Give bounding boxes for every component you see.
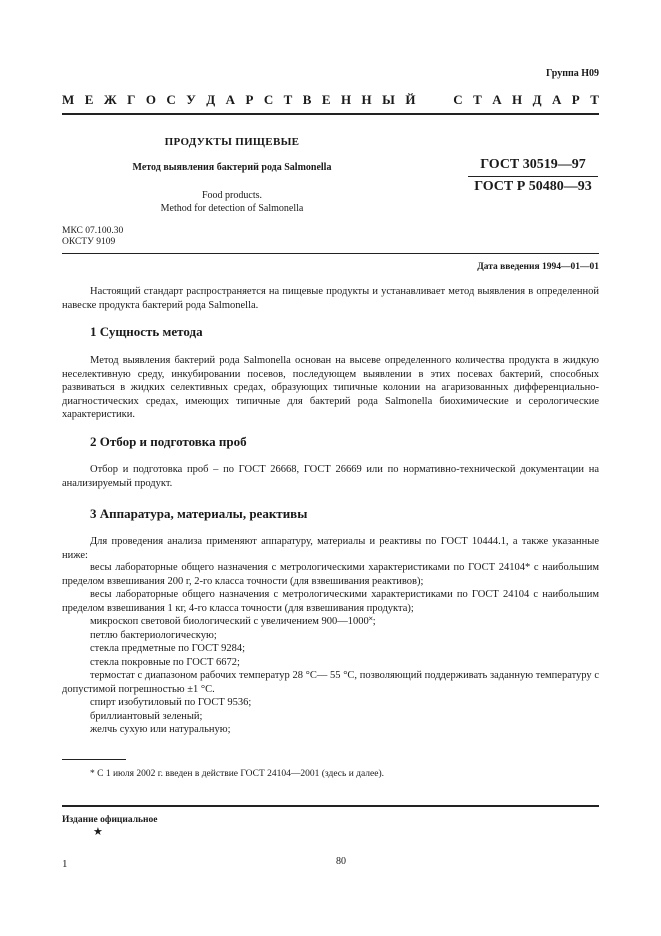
english-title xyxy=(62,189,402,215)
page-number-center: 80 xyxy=(336,856,346,867)
banner-letter: Е xyxy=(84,92,94,107)
banner-letter: В xyxy=(302,92,312,107)
page-number-left: 1 xyxy=(62,858,68,870)
edition-rule xyxy=(62,805,599,807)
section-2-heading: 2 Отбор и подготовка проб xyxy=(90,434,247,449)
list-item: бриллиантовый зеленый; xyxy=(90,710,203,722)
banner-letter: Ы xyxy=(382,92,395,107)
english-title-line-1: Food products. xyxy=(202,190,262,201)
mks-code: МКС 07.100.30 xyxy=(62,226,124,236)
document-subtitle: Метод выявления бактерий рода Salmonella xyxy=(132,162,332,173)
date-rule xyxy=(62,253,599,254)
banner-letter: О xyxy=(145,92,156,107)
footnote-rule xyxy=(62,759,126,760)
header-rule xyxy=(62,113,599,115)
banner-letter xyxy=(426,92,429,108)
banner-letter: С xyxy=(453,92,463,107)
intro-paragraph: Настоящий стандарт распространяется на пищевые продукты и устанавливает метод выявления в определенной навеске продукта бактерий рода Salmonella. xyxy=(62,286,599,311)
banner-letter: У xyxy=(186,92,196,107)
banner-letter: С xyxy=(166,92,176,107)
banner-letter: Т xyxy=(590,92,599,107)
banner-letter: Д xyxy=(532,92,542,107)
english-title-line-2: Method for detection of Salmonella xyxy=(160,203,304,214)
section-2-text: Отбор и подготовка проб – по ГОСТ 26668, ГОСТ 26669 или по нормативно-технической документации на анализируемый продукт. xyxy=(62,464,599,489)
list-item: весы лабораторные общего назначения с метрологическими характеристиками по ГОСТ 24104* с наибольшим пределом взвешивания 200 г, 2-го класса точности (для взвешивания реактивов); xyxy=(62,562,599,587)
okstu-code: ОКСТУ 9109 xyxy=(62,237,116,247)
standard-banner xyxy=(62,92,599,108)
banner-letter: М xyxy=(62,92,75,107)
footnote: * С 1 июля 2002 г. введен в действие ГОСТ 24104—2001 (здесь и далее). xyxy=(90,769,385,779)
banner-letter xyxy=(440,92,443,108)
classification-codes xyxy=(62,226,123,248)
list-item: термостат с диапазоном рабочих температур 28 °С— 55 °С, позволяющий поддерживать заданную температуру с допустимой погрешностью ±1 °С. xyxy=(62,670,599,695)
banner-letter: С xyxy=(263,92,274,107)
list-item: микроскоп световой биологический с увеличением 900—1000˟; xyxy=(90,616,376,627)
banner-letter: Г xyxy=(127,92,136,107)
materials-list xyxy=(62,561,599,737)
banner-letter: А xyxy=(225,92,235,107)
gost-number-1: ГОСТ 30519—97 xyxy=(480,157,586,172)
gost-divider xyxy=(468,176,598,177)
banner-letter: Й xyxy=(405,92,416,107)
list-item: желчь сухую или натуральную; xyxy=(90,724,231,735)
banner-letter: Т xyxy=(473,92,482,107)
banner-letter: А xyxy=(551,92,562,107)
banner-letter: Н xyxy=(361,92,372,107)
list-item: весы лабораторные общего назначения с метрологическими характеристиками по ГОСТ 24104 с наибольшим пределом взвешивания 1 кг, 4-го класса точности (для взвешивания продукта); xyxy=(62,589,599,614)
section-1-heading: 1 Сущность метода xyxy=(90,324,203,339)
section-1-text: Метод выявления бактерий рода Salmonella основан на высеве определенного количества продукта в жидкую неселективную среду, инкубировании посевов, последующем выявлении в этих посевах бактерий, способных развиваться в жидких селективных средах, образующих типичные колонии на агаризованных дифференциально-диагностических средах, имеющих типичные для бактерий рода Salmonella биохимические и серологические характеристики. xyxy=(62,355,599,420)
section-3-heading: 3 Аппаратура, материалы, реактивы xyxy=(90,506,308,521)
effective-date: Дата введения 1994—01—01 xyxy=(477,262,599,272)
list-item: спирт изобутиловый по ГОСТ 9536; xyxy=(90,697,252,708)
group-code: Группа Н09 xyxy=(546,68,599,79)
gost-number-2: ГОСТ Р 50480—93 xyxy=(474,179,592,194)
list-item: стекла предметные по ГОСТ 9284; xyxy=(90,643,246,654)
document-title: ПРОДУКТЫ ПИЩЕВЫЕ xyxy=(164,136,300,148)
edition-label: Издание официальное xyxy=(62,815,158,825)
banner-letter: Р xyxy=(571,92,580,107)
list-item: стекла покровные по ГОСТ 6672; xyxy=(90,656,240,668)
banner-letter: А xyxy=(492,92,502,107)
banner-letter: Д xyxy=(206,92,216,107)
section-3-intro: Для проведения анализа применяют аппаратуру, материалы и реактивы по ГОСТ 10444.1, а также указанные ниже: xyxy=(62,536,599,561)
banner-letter: Ж xyxy=(103,92,117,107)
banner-letter: Р xyxy=(245,92,254,107)
banner-letter: Н xyxy=(512,92,523,107)
star-icon: ★ xyxy=(93,826,103,838)
banner-letter: Т xyxy=(283,92,293,107)
banner-letter: Н xyxy=(340,92,352,107)
list-item: петлю бактериологическую; xyxy=(90,629,217,641)
banner-letter: Е xyxy=(321,92,331,107)
